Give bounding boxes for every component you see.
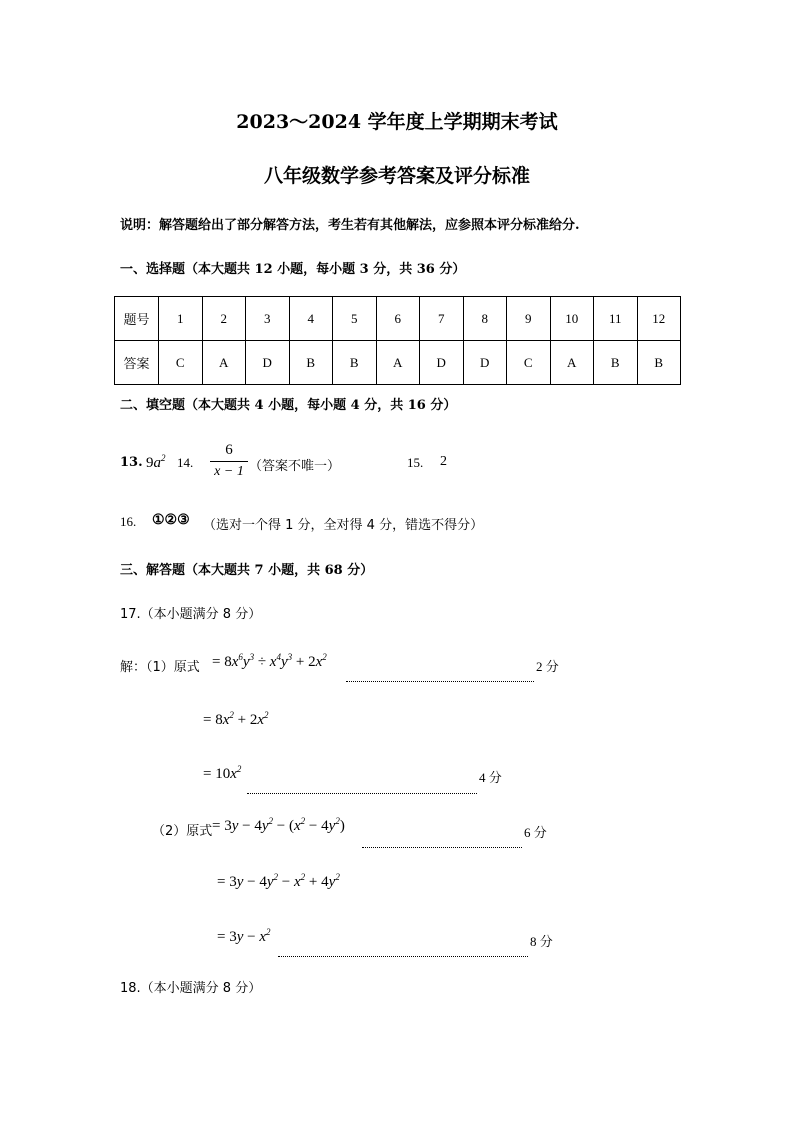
section2-heading: 二、填空题（本大题共 4 小题，每小题 4 分，共 16 分） <box>120 398 457 413</box>
table-cell: A <box>550 341 594 385</box>
table-cell: D <box>463 341 507 385</box>
dotted-leader <box>362 833 522 852</box>
row-label-number: 题号 <box>115 297 159 341</box>
q14-note: （答案不唯一） <box>249 459 341 474</box>
q17-step2-expr: = $8x^2 + 2x^2$ <box>203 710 269 728</box>
q16-label: 16. <box>120 514 137 529</box>
answer-table <box>114 296 681 385</box>
table-cell: B <box>637 341 681 385</box>
table-cell: 3 <box>246 297 290 341</box>
dotted-leader <box>247 779 477 798</box>
score-4: 4 分 <box>479 770 502 785</box>
q17-part2-step1-expr: = $3y - 4y^2 - (x^2 - 4y^2)$ <box>212 816 345 834</box>
q17-part2-step3-expr: = $3y - x^2$ <box>217 927 271 945</box>
table-cell: B <box>594 341 638 385</box>
q17-solution-label: 解：（1）原式 <box>120 660 200 675</box>
table-cell: A <box>376 341 420 385</box>
q13-answer: $9a^2$ <box>146 453 166 471</box>
score-2: 2 分 <box>536 659 559 674</box>
section1-heading: 一、选择题（本大题共 12 小题，每小题 3 分，共 36 分） <box>120 262 466 277</box>
table-cell: D <box>246 341 290 385</box>
table-cell: 8 <box>463 297 507 341</box>
score-6: 6 分 <box>524 825 547 840</box>
q17-step3-expr: = $10x^2$ <box>203 764 242 782</box>
q14-label: 14. <box>177 455 194 470</box>
question-number-row <box>115 297 681 341</box>
table-cell: B <box>289 341 333 385</box>
table-cell: 1 <box>159 297 203 341</box>
table-cell: 2 <box>202 297 246 341</box>
q14-fraction <box>210 442 248 480</box>
q16-answer: ①②③ <box>152 512 190 528</box>
table-cell: 5 <box>333 297 377 341</box>
table-cell: 6 <box>376 297 420 341</box>
table-cell: B <box>333 341 377 385</box>
q17-part2-step2-expr: = $3y - 4y^2 - x^2 + 4y^2$ <box>217 872 340 890</box>
table-cell: C <box>507 341 551 385</box>
q17-step1-expr: = $8x^6y^3 \div x^4y^3 + 2x^2$ <box>212 652 327 670</box>
table-cell: 11 <box>594 297 638 341</box>
table-cell: 7 <box>420 297 464 341</box>
exam-title: 2023～2024 学年度上学期期末考试 <box>236 111 558 133</box>
table-cell: 10 <box>550 297 594 341</box>
table-cell: 9 <box>507 297 551 341</box>
dotted-leader <box>346 667 534 686</box>
q18-header: 18.（本小题满分 8 分） <box>120 981 262 996</box>
section3-heading: 三、解答题（本大题共 7 小题，共 68 分） <box>120 563 374 578</box>
table-cell: 4 <box>289 297 333 341</box>
q15-answer: 2 <box>440 454 447 469</box>
q15-label: 15. <box>407 455 424 470</box>
q14-denominator: x − 1 <box>214 464 244 479</box>
grading-note: 说明：解答题给出了部分解答方法，考生若有其他解法，应参照本评分标准给分. <box>120 218 580 233</box>
table-cell: C <box>159 341 203 385</box>
q13-label: 13. <box>120 455 143 470</box>
q14-numerator: 6 <box>225 442 233 458</box>
row-label-answer: 答案 <box>115 341 159 385</box>
answer-row <box>115 341 681 385</box>
table-cell: D <box>420 341 464 385</box>
exam-subtitle: 八年级数学参考答案及评分标准 <box>263 165 530 187</box>
score-8: 8 分 <box>530 934 553 949</box>
table-cell: A <box>202 341 246 385</box>
table-cell: 12 <box>637 297 681 341</box>
q17-header: 17.（本小题满分 8 分） <box>120 607 262 622</box>
dotted-leader <box>278 942 528 961</box>
q16-note: （选对一个得 1 分，全对得 4 分，错选不得分） <box>203 518 484 533</box>
q17-part2-label: （2）原式 <box>152 824 213 839</box>
